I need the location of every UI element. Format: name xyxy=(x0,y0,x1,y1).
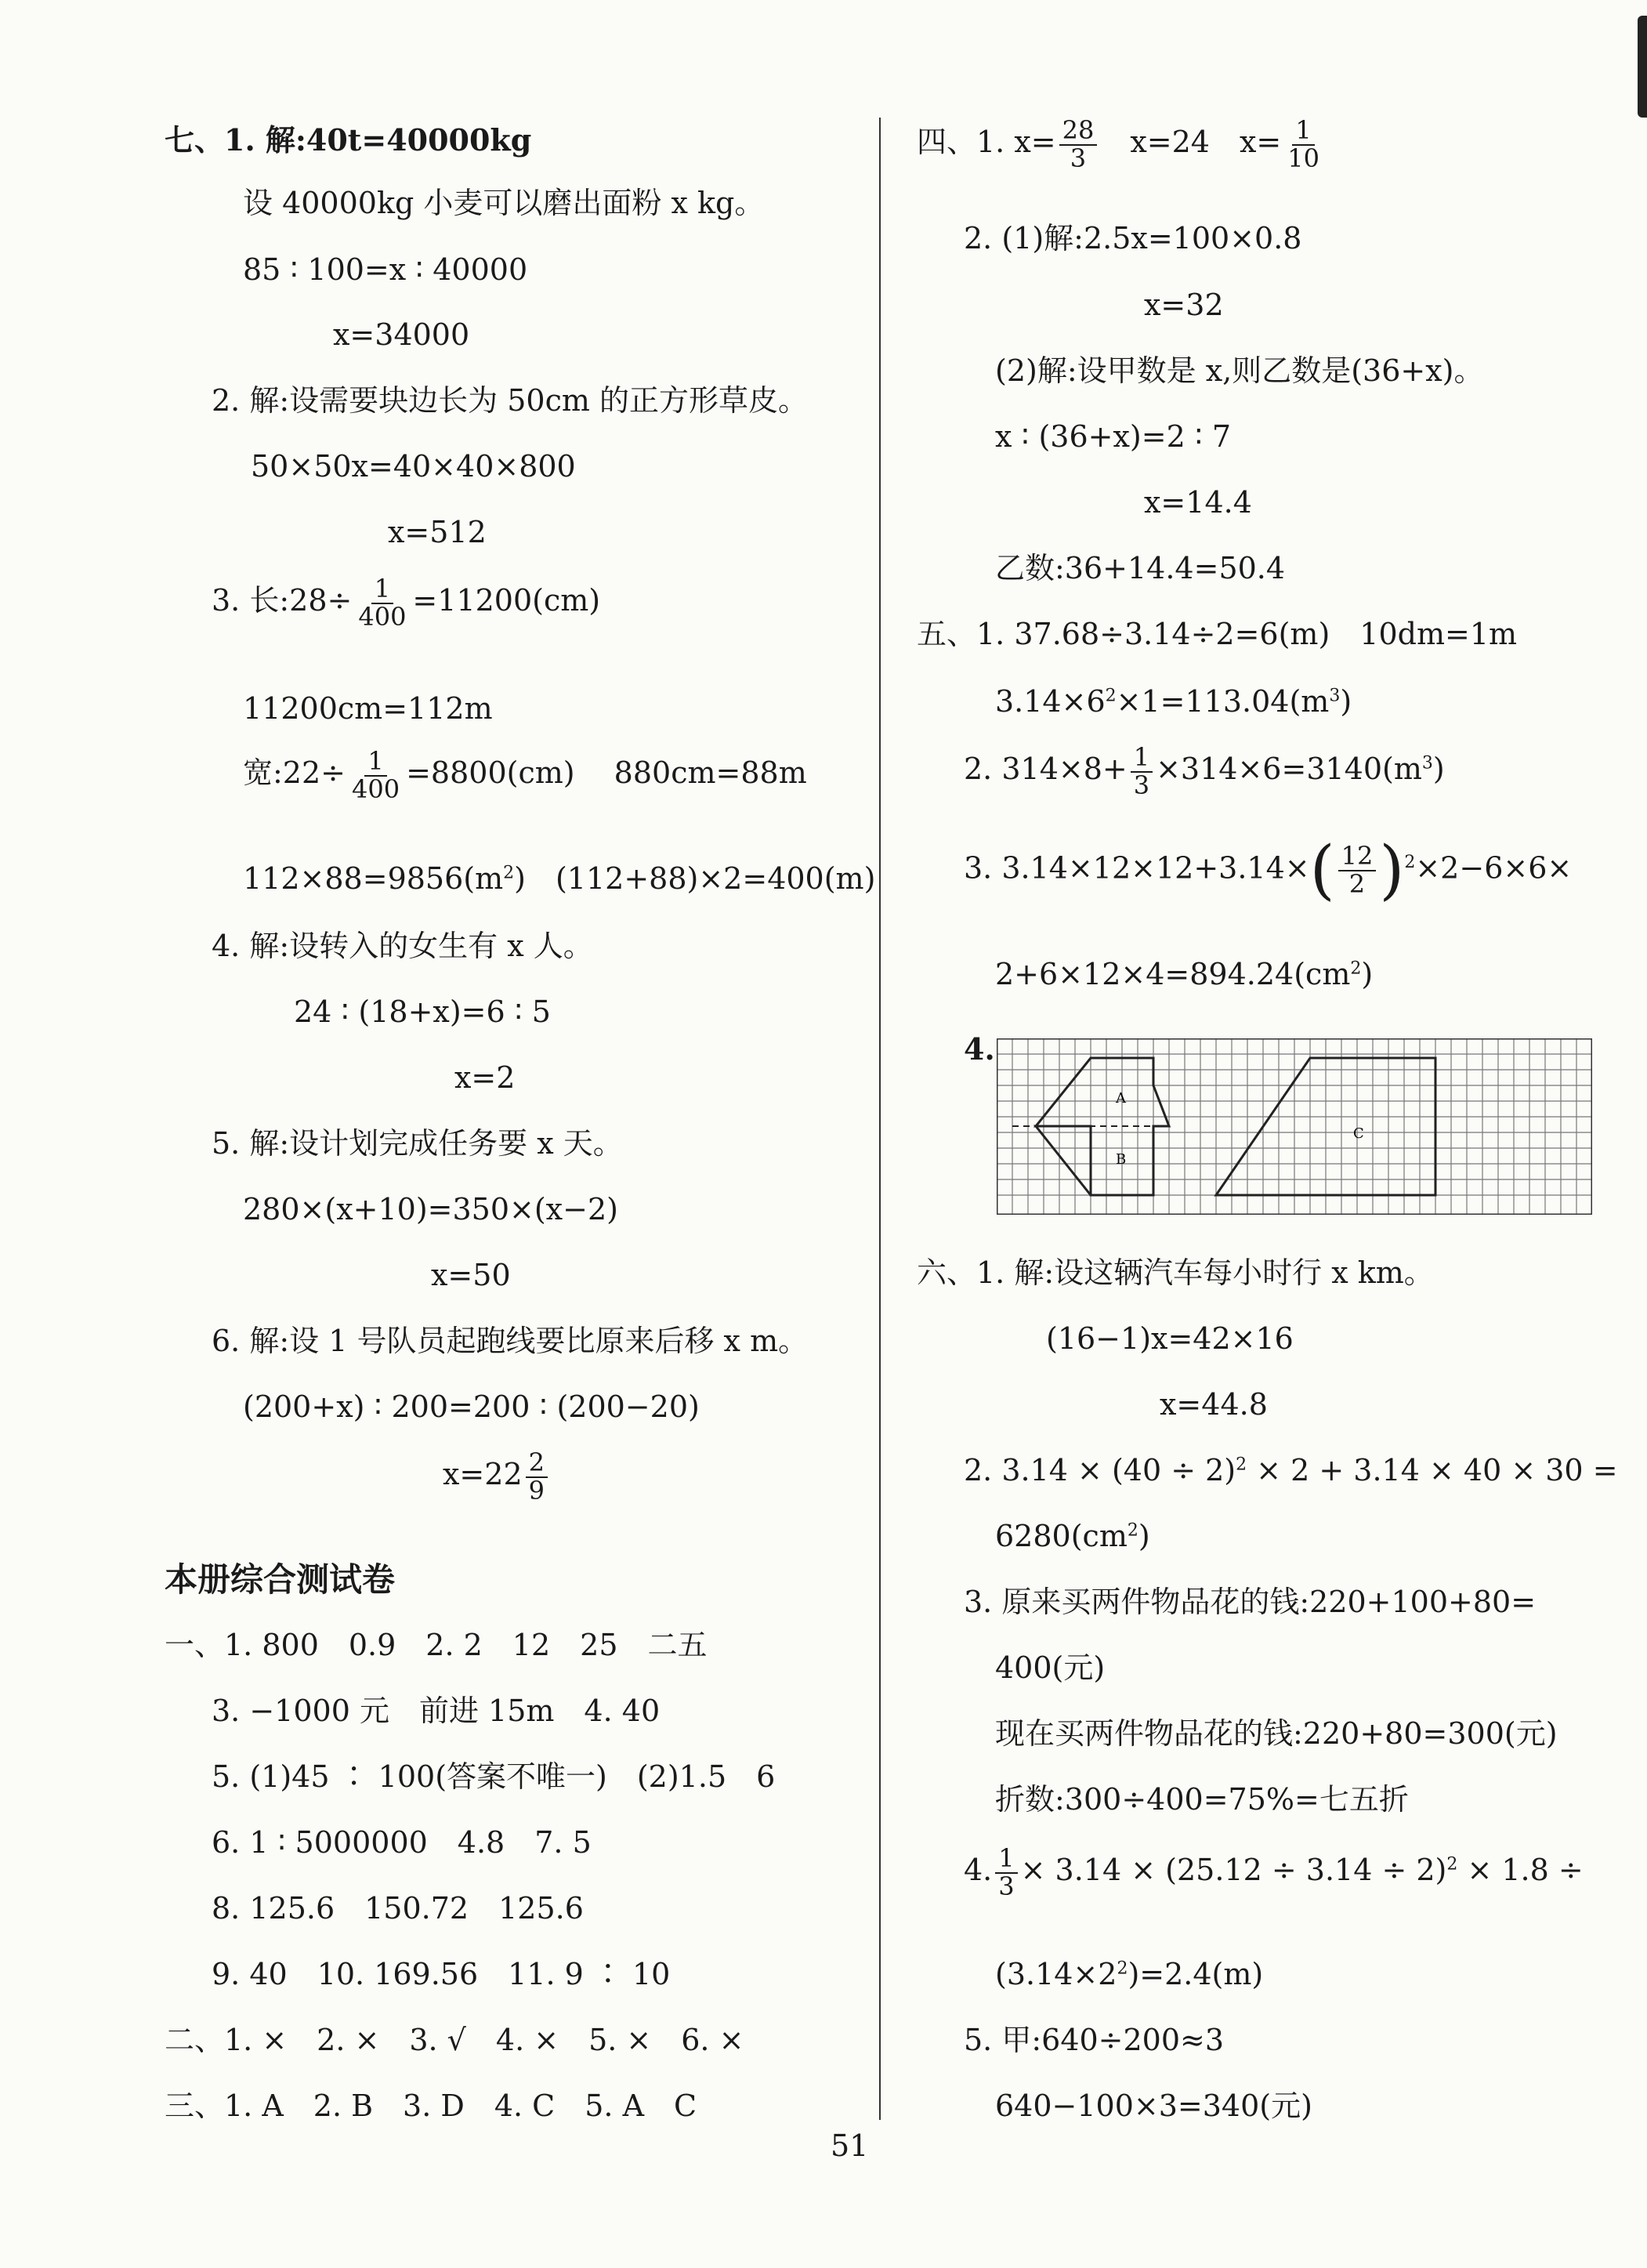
q7-5-line3: x=50 xyxy=(431,1258,511,1292)
q7-4-line2: 24 ∶ (18+x)=6 ∶ 5 xyxy=(294,995,551,1029)
s6-4-line2 xyxy=(995,1959,1263,1989)
page-edge-mark xyxy=(1638,16,1647,118)
s6-1-line1: 六、1. 解:设这辆汽车每小时行 x km。 xyxy=(917,1255,1434,1290)
fraction xyxy=(1284,115,1323,173)
s4-2-line1: 2. (1)解:2.5x=100×0.8 xyxy=(964,221,1302,255)
left-paren: ( xyxy=(1309,833,1335,908)
q7-3-l3b: =8800(cm) 880cm=88m xyxy=(406,755,807,791)
numerator: 12 xyxy=(1338,843,1377,871)
numerator: 1 xyxy=(371,576,393,604)
q7-1-line4: x=34000 xyxy=(333,317,470,352)
denominator: 3 xyxy=(998,1871,1015,1901)
s4-2-line4: x ∶ (36+x)=2 ∶ 7 xyxy=(995,419,1231,454)
s6-2-b: × 2 + 3.14 × 40 × 30 = xyxy=(1247,1453,1618,1487)
label-c: C xyxy=(1353,1125,1364,1142)
s6-3-line3: 现在买两件物品花的钱:220+80=300(元) xyxy=(995,1716,1558,1751)
s5-3-line2 xyxy=(995,959,1373,989)
fraction xyxy=(995,1843,1017,1901)
q7-5-line1: 5. 解:设计划完成任务要 x 天。 xyxy=(212,1126,623,1161)
s6-2-a: 2. 3.14 × (40 ÷ 2) xyxy=(964,1453,1236,1487)
numerator: 1 xyxy=(995,1846,1017,1874)
label-a: A xyxy=(1116,1090,1126,1107)
denominator: 400 xyxy=(352,774,400,804)
denominator: 3 xyxy=(1133,770,1150,800)
s5-2-a: 2. 314×8+ xyxy=(964,752,1128,787)
denominator: 400 xyxy=(358,601,407,632)
s6-5-line1: 5. 甲:640÷200≈3 xyxy=(964,2023,1225,2057)
s1-line3: 5. (1)45 ∶ 100(答案不唯一) (2)1.5 6 xyxy=(212,1759,776,1794)
denominator: 10 xyxy=(1287,143,1319,173)
q7-6-line2: (200+x) ∶ 200=200 ∶ (200−20) xyxy=(243,1389,700,1424)
q7-5-line2: 280×(x+10)=350×(x−2) xyxy=(243,1192,618,1226)
denominator: 2 xyxy=(1348,869,1366,899)
q7-2-line3: x=512 xyxy=(388,515,487,549)
fraction xyxy=(1338,843,1377,897)
q7-2-line2: 50×50x=40×40×800 xyxy=(251,449,576,484)
fraction xyxy=(1131,742,1153,800)
s1-line4: 6. 1 ∶ 5000000 4.8 7. 5 xyxy=(212,1825,592,1860)
q7-3-a: 3. 长:28÷ xyxy=(212,583,353,618)
s6-1-line3: x=44.8 xyxy=(1160,1387,1268,1422)
q7-3-line1 xyxy=(212,576,600,630)
s4-2-line3: (2)解:设甲数是 x,则乙数是(36+x)。 xyxy=(995,353,1484,388)
s2-line: 二、1. × 2. × 3. √ 4. × 5. × 6. × xyxy=(165,2023,744,2057)
q7-3-line4 xyxy=(243,861,876,896)
superscript: 2 xyxy=(1446,1854,1458,1875)
q7-3-line3 xyxy=(243,748,807,802)
fraction xyxy=(349,748,403,802)
superscript: 2 xyxy=(503,863,515,883)
q7-3-line2: 11200cm=112m xyxy=(243,691,493,726)
numerator: 1 xyxy=(364,748,386,777)
s4-line1 xyxy=(917,115,1326,173)
label-b: B xyxy=(1116,1151,1127,1168)
superscript: 2 xyxy=(1127,1520,1138,1541)
s5-2-c: ) xyxy=(1432,752,1445,787)
s1-line6: 9. 40 10. 169.56 11. 9 ∶ 10 xyxy=(212,1957,671,1991)
fraction xyxy=(355,576,409,630)
numerator: 1 xyxy=(1131,745,1153,773)
s5-1-b: ×1=113.04(m xyxy=(1116,684,1330,719)
denominator: 3 xyxy=(1070,143,1087,173)
q7-2-line1: 2. 解:设需要块边长为 50cm 的正方形草皮。 xyxy=(212,383,808,418)
q7-3-l4b: ) (112+88)×2=400(m) xyxy=(514,861,876,896)
s1-line2: 3. −1000 元 前进 15m 4. 40 xyxy=(212,1694,661,1728)
s6-4-line1 xyxy=(964,1843,1584,1901)
right-paren: ) xyxy=(1379,833,1405,908)
q7-3-l4a: 112×88=9856(m xyxy=(243,861,504,896)
s4-2-line6: 乙数:36+14.4=50.4 xyxy=(995,551,1286,585)
s4-a: 四、1. x= xyxy=(917,125,1056,160)
s6-2-l2b: ) xyxy=(1138,1519,1150,1553)
numerator: 2 xyxy=(526,1450,548,1478)
denominator: 9 xyxy=(528,1475,545,1505)
q7-6-line3 xyxy=(443,1447,551,1505)
s4-2-line5: x=14.4 xyxy=(1144,485,1252,520)
s5-3-a: 3. 3.14×12×12+3.14× xyxy=(964,850,1310,886)
numerator: 1 xyxy=(1292,118,1314,146)
s6-5-line2: 640−100×3=340(元) xyxy=(995,2089,1312,2123)
s6-3-line2: 400(元) xyxy=(995,1650,1106,1685)
q7-3-l3a: 宽:22÷ xyxy=(243,755,346,791)
superscript: 2 xyxy=(1236,1455,1247,1475)
s4-2-line2: x=32 xyxy=(1144,288,1224,322)
s6-3-line4: 折数:300÷400=75%=七五折 xyxy=(995,1782,1409,1817)
s6-4-b: × 3.14 × (25.12 ÷ 3.14 ÷ 2) xyxy=(1020,1853,1447,1888)
s5-3-l2b: ) xyxy=(1361,957,1374,991)
s4-b: x=24 x= xyxy=(1100,125,1282,160)
q7-1-line2: 设 40000kg 小麦可以磨出面粉 x kg。 xyxy=(243,186,765,220)
column-divider xyxy=(879,118,881,2120)
s6-4-l2b: )=2.4(m) xyxy=(1128,1957,1264,1991)
section-title: 本册综合测试卷 xyxy=(165,1560,396,1599)
q7-6-line1: 6. 解:设 1 号队员起跑线要比原来后移 x m。 xyxy=(212,1324,809,1358)
s5-1-c: ) xyxy=(1340,684,1352,719)
s5-3-l2a: 2+6×12×4=894.24(cm xyxy=(995,957,1351,991)
q7-1-line3: 85 ∶ 100=x ∶ 40000 xyxy=(243,252,528,287)
q7-1-title: 七、1. 解:40t=40000kg xyxy=(165,122,532,158)
superscript: 2 xyxy=(1117,1958,1128,1979)
q7-4-line1: 4. 解:设转入的女生有 x 人。 xyxy=(212,929,593,963)
s5-4-label: 4. xyxy=(964,1031,995,1067)
s5-3-b: ×2−6×6× xyxy=(1415,850,1573,886)
s6-4-c: × 1.8 ÷ xyxy=(1457,1853,1584,1888)
fraction xyxy=(526,1447,548,1505)
s6-2-l2a: 6280(cm xyxy=(995,1519,1128,1553)
s1-line1: 一、1. 800 0.9 2. 2 12 25 二五 xyxy=(165,1628,708,1662)
s6-2-line2 xyxy=(995,1521,1150,1551)
q7-6-a: x=22 xyxy=(443,1457,523,1492)
page-number: 51 xyxy=(831,2129,869,2163)
s6-1-line2: (16−1)x=42×16 xyxy=(1046,1321,1294,1356)
s5-1-line1: 五、1. 37.68÷3.14÷2=6(m) 10dm=1m xyxy=(917,617,1518,651)
s5-3-line1 xyxy=(964,833,1573,908)
s5-1-line2 xyxy=(995,684,1352,719)
superscript: 2 xyxy=(1105,686,1117,706)
s3-line: 三、1. A 2. B 3. D 4. C 5. A C xyxy=(165,2089,697,2123)
grid-drawing xyxy=(997,1038,1592,1215)
s6-4-l2a: (3.14×2 xyxy=(995,1957,1117,1991)
superscript: 3 xyxy=(1421,753,1433,774)
q7-4-line3: x=2 xyxy=(454,1060,516,1095)
numerator: 28 xyxy=(1059,118,1098,146)
s1-line5: 8. 125.6 150.72 125.6 xyxy=(212,1891,584,1926)
s5-1-a: 3.14×6 xyxy=(995,684,1106,719)
s6-3-line1: 3. 原来买两件物品花的钱:220+100+80= xyxy=(964,1585,1537,1619)
s6-4-a: 4. xyxy=(964,1853,993,1888)
fraction xyxy=(1059,115,1098,173)
s6-2-line1 xyxy=(964,1455,1618,1485)
s5-2-line xyxy=(964,742,1445,800)
s5-2-b: ×314×6=3140(m xyxy=(1156,752,1422,787)
superscript: 3 xyxy=(1329,686,1341,706)
superscript: 2 xyxy=(1350,958,1362,979)
q7-3-b: =11200(cm) xyxy=(412,583,601,618)
superscript: 2 xyxy=(1404,852,1416,872)
